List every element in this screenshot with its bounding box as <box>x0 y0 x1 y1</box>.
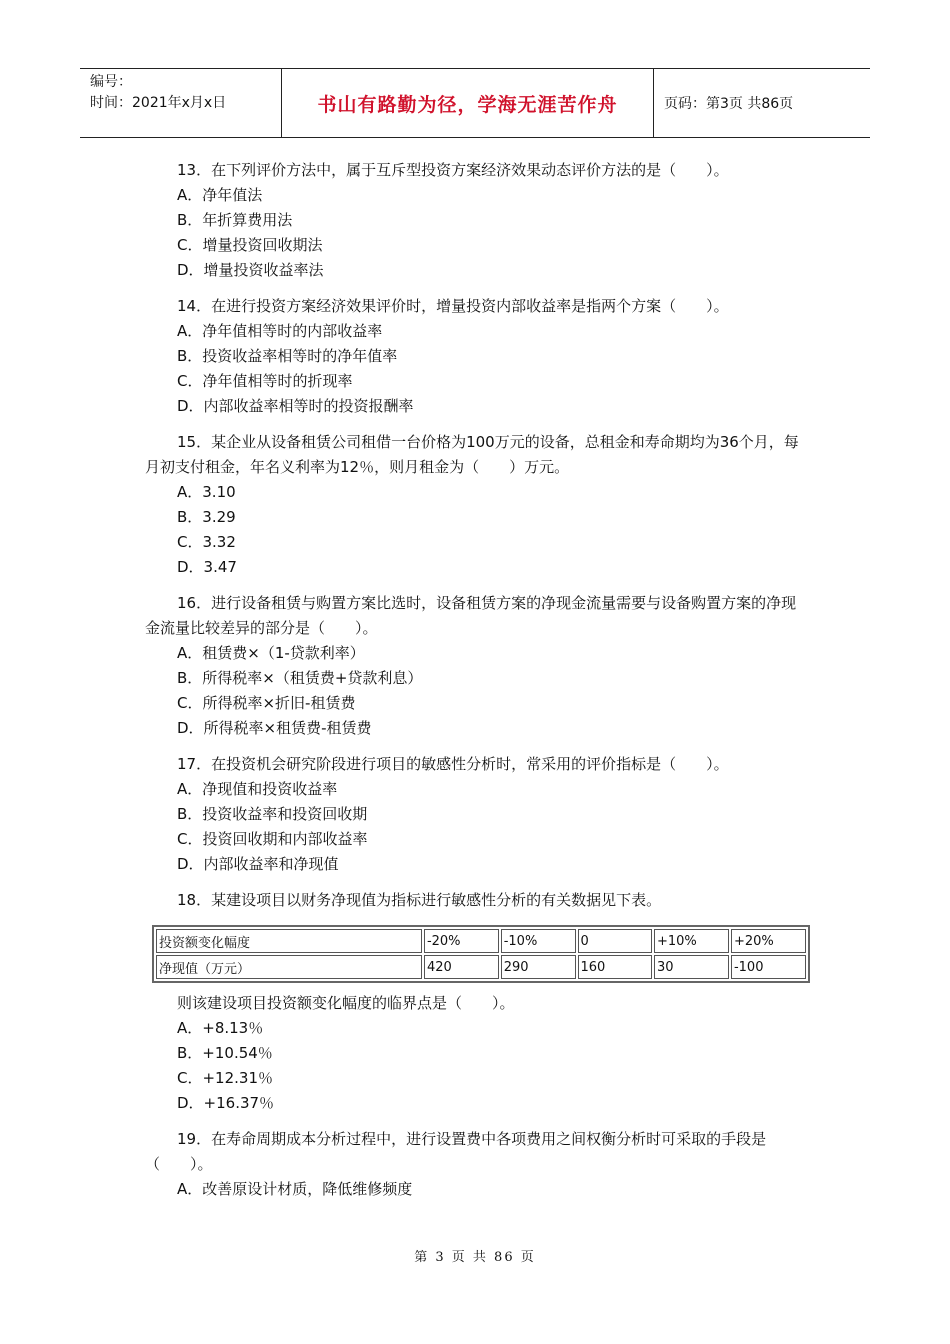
option-b: B．所得税率×（租赁费+贷款利息） <box>177 669 423 687</box>
question-15 <box>145 430 810 580</box>
question-stem: 19．在寿命周期成本分析过程中，进行设置费中各项费用之间权衡分析时可采取的手段是（ ）。 <box>145 1130 767 1173</box>
header-page-label: 页码：第3页 共86页 <box>664 96 794 112</box>
question-19 <box>145 1127 810 1202</box>
option-d: D．+16.37％ <box>177 1094 275 1112</box>
option-d: D．内部收益率和净现值 <box>177 855 339 873</box>
option-a: A．净现值和投资收益率 <box>177 780 338 798</box>
table-row <box>156 955 806 979</box>
option-b: B．投资收益率和投资回收期 <box>177 805 368 823</box>
option-c: C．所得税率×折旧-租赁费 <box>177 694 356 712</box>
table-cell: 投资额变化幅度 <box>156 929 422 953</box>
option-d: D．3.47 <box>177 558 237 576</box>
table-cell: 290 <box>501 955 576 979</box>
question-17 <box>145 752 810 877</box>
option-b: B．年折算费用法 <box>177 211 293 229</box>
option-b: B．3.29 <box>177 508 236 526</box>
table-cell: 160 <box>578 955 652 979</box>
option-b: B．+10.54％ <box>177 1044 273 1062</box>
question-14 <box>145 294 810 419</box>
table-cell: -100 <box>731 955 806 979</box>
question-13 <box>145 158 810 283</box>
option-a: A．净年值相等时的内部收益率 <box>177 322 383 340</box>
question-stem: 17．在投资机会研究阶段进行项目的敏感性分析时，常采用的评价指标是（ ）。 <box>177 755 729 773</box>
page-footer: 第 3 页 共 86 页 <box>414 1250 536 1265</box>
option-a: A．改善原设计材质，降低维修频度 <box>177 1180 413 1198</box>
question-stem: 15．某企业从设备租赁公司租借一台价格为100万元的设备，总租金和寿命期均为36个月，每月初支付租金，年名义利率为12％，则月租金为（ ）万元。 <box>145 433 799 476</box>
option-a: A．3.10 <box>177 483 236 501</box>
question-stem: 16．进行设备租赁与购置方案比选时，设备租赁方案的净现金流量需要与设备购置方案的净现金流量比较差异的部分是（ ）。 <box>145 594 797 637</box>
header-meta <box>80 69 282 137</box>
option-c: C．投资回收期和内部收益率 <box>177 830 368 848</box>
sensitivity-table <box>152 925 810 983</box>
table-cell: 净现值（万元） <box>156 955 422 979</box>
code-label: 编号： <box>90 74 132 90</box>
question-followup: 则该建设项目投资额变化幅度的临界点是（ ）。 <box>177 994 515 1012</box>
table-cell: -20% <box>424 929 499 953</box>
table-cell: 0 <box>578 929 652 953</box>
question-18 <box>145 888 810 1116</box>
date-label: 时间：2021年x月x日 <box>90 95 227 111</box>
question-stem: 14．在进行投资方案经济效果评价时，增量投资内部收益率是指两个方案（ ）。 <box>177 297 729 315</box>
table-cell: +20% <box>731 929 806 953</box>
option-d: D．所得税率×租赁费-租赁费 <box>177 719 372 737</box>
option-c: C．3.32 <box>177 533 236 551</box>
document-body <box>145 158 810 1213</box>
header-motto: 书山有路勤为径，学海无涯苦作舟 <box>282 69 654 137</box>
option-a: A．租赁费×（1-贷款利率） <box>177 644 365 662</box>
option-a: A．+8.13％ <box>177 1019 264 1037</box>
option-c: C．净年值相等时的折现率 <box>177 372 353 390</box>
question-stem: 18．某建设项目以财务净现值为指标进行敏感性分析的有关数据见下表。 <box>177 891 662 909</box>
option-c: C．增量投资回收期法 <box>177 236 323 254</box>
table-row <box>156 929 806 953</box>
option-d: D．内部收益率相等时的投资报酬率 <box>177 397 414 415</box>
table-cell: +10% <box>654 929 729 953</box>
question-16 <box>145 591 810 741</box>
option-b: B．投资收益率相等时的净年值率 <box>177 347 398 365</box>
table-cell: 420 <box>424 955 499 979</box>
option-d: D．增量投资收益率法 <box>177 261 324 279</box>
page-header <box>80 68 870 138</box>
question-stem: 13．在下列评价方法中，属于互斥型投资方案经济效果动态评价方法的是（ ）。 <box>177 161 729 179</box>
table-cell: 30 <box>654 955 729 979</box>
option-a: A．净年值法 <box>177 186 263 204</box>
table-cell: -10% <box>501 929 576 953</box>
option-c: C．+12.31％ <box>177 1069 273 1087</box>
